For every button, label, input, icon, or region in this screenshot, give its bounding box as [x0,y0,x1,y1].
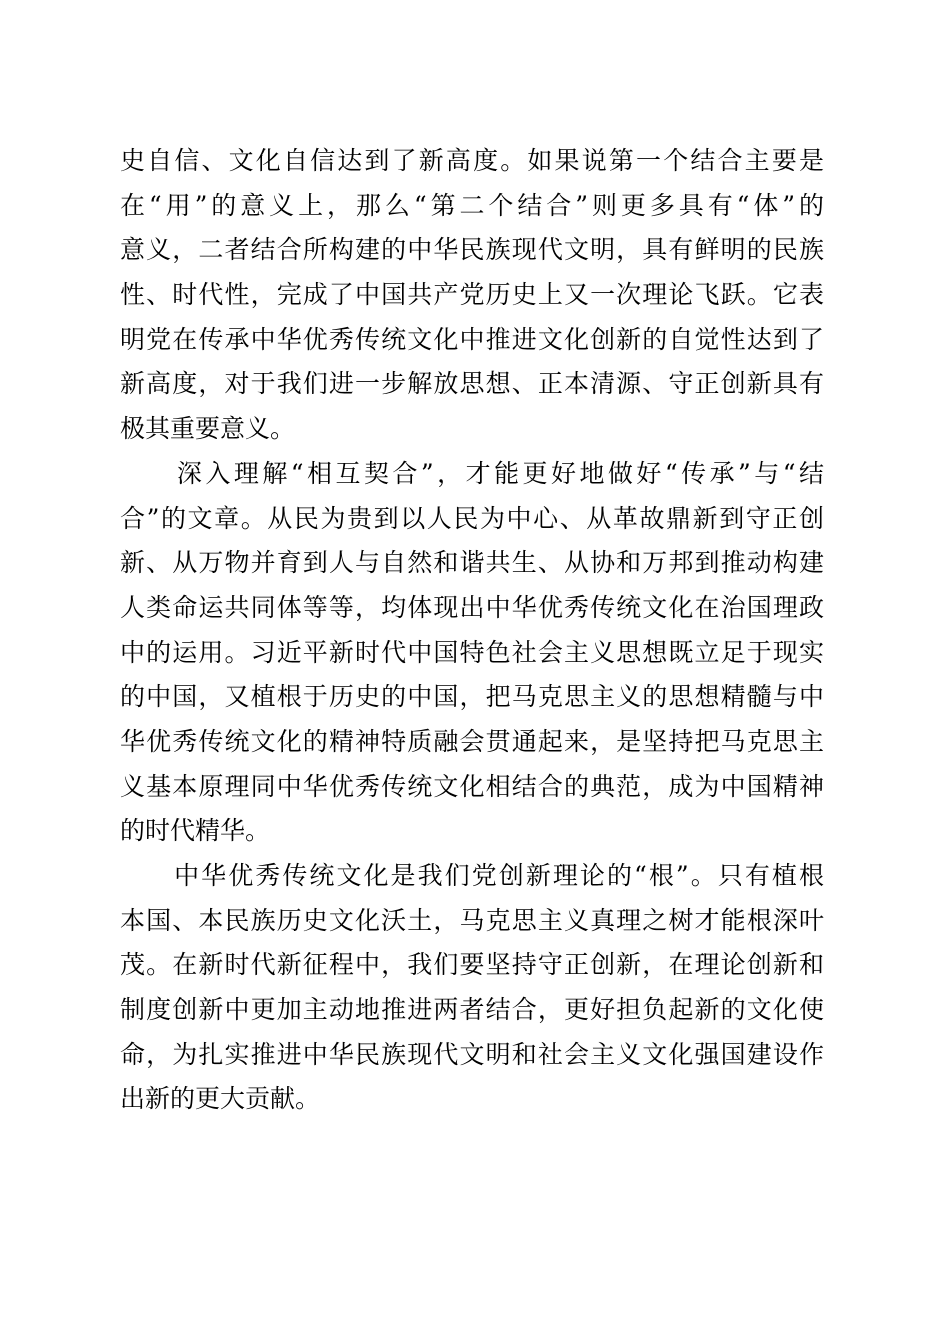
text-line: 合”的文章。从民为贵到以人民为中心、从革故鼎新到守正创 [120,503,824,533]
text-line: 史自信、文化自信达到了新高度。如果说第一个结合主要是 [120,146,824,175]
paragraph-2 [120,452,824,854]
text-line: 明党在传承中华优秀传统文化中推进文化创新的自觉性达到了 [120,324,824,354]
text-line: 深入理解“相互契合”，才能更好地做好“传承”与“结 [120,458,824,488]
body-text [120,139,824,1122]
text-line: 义基本原理同中华优秀传统文化相结合的典范，成为中国精神 [120,771,824,801]
text-line: 新高度，对于我们进一步解放思想、正本清源、守正创新具有 [120,369,824,399]
text-line: 中的运用。习近平新时代中国特色社会主义思想既立足于现实 [120,637,824,667]
text-line: 极其重要意义。 [120,414,296,444]
text-line: 制度创新中更加主动地推进两者结合，更好担负起新的文化使 [120,995,824,1025]
text-line: 人类命运共同体等等，均体现出中华优秀传统文化在治国理政 [120,592,824,622]
text-line: 出新的更大贡献。 [120,1084,321,1114]
text-line: 中华优秀传统文化是我们党创新理论的“根”。只有植根 [120,861,824,890]
text-line: 的中国，又植根于历史的中国，把马克思主义的思想精髓与中 [120,682,824,712]
text-line: 意义，二者结合所构建的中华民族现代文明，具有鲜明的民族 [120,235,824,265]
text-line: 在“用”的意义上，那么“第二个结合”则更多具有“体”的 [120,190,824,220]
paragraph-1 [120,139,824,452]
text-line: 茂。在新时代新征程中，我们要坚持守正创新，在理论创新和 [120,950,824,980]
text-line: 本国、本民族历史文化沃土，马克思主义真理之树才能根深叶 [120,905,824,935]
text-line: 的时代精华。 [120,816,271,846]
text-line: 华优秀传统文化的精神特质融会贯通起来，是坚持把马克思主 [120,726,824,756]
text-line: 性、时代性，完成了中国共产党历史上又一次理论飞跃。它表 [120,280,824,310]
text-line: 新、从万物并育到人与自然和谐共生、从协和万邦到推动构建 [120,548,824,578]
paragraph-3 [120,854,824,1122]
text-line: 命，为扎实推进中华民族现代文明和社会主义文化强国建设作 [120,1039,824,1069]
